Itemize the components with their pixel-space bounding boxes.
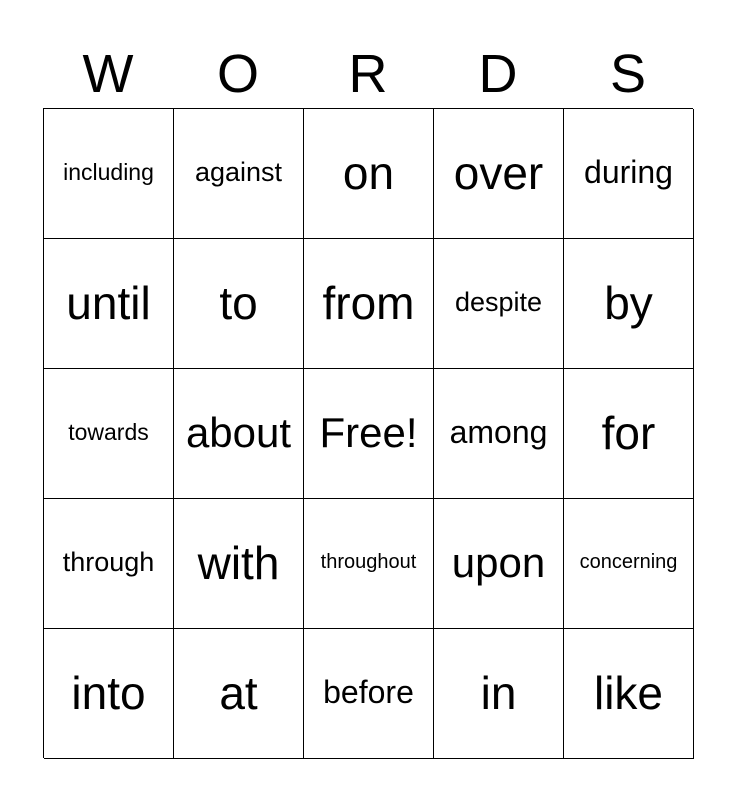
bingo-cell[interactable]: in bbox=[434, 629, 564, 759]
header-letter-w: W bbox=[82, 44, 134, 104]
bingo-cell[interactable]: among bbox=[434, 369, 564, 499]
bingo-cell[interactable]: concerning bbox=[564, 499, 694, 629]
bingo-cell[interactable]: including bbox=[44, 109, 174, 239]
bingo-cell[interactable]: to bbox=[174, 239, 304, 369]
bingo-cell[interactable]: for bbox=[564, 369, 694, 499]
bingo-cell[interactable]: at bbox=[174, 629, 304, 759]
bingo-cell[interactable]: into bbox=[44, 629, 174, 759]
bingo-cell[interactable]: about bbox=[174, 369, 304, 499]
bingo-cell[interactable]: throughout bbox=[304, 499, 434, 629]
bingo-cell[interactable]: from bbox=[304, 239, 434, 369]
bingo-cell[interactable]: with bbox=[174, 499, 304, 629]
bingo-cell[interactable]: over bbox=[434, 109, 564, 239]
bingo-cell[interactable]: towards bbox=[44, 369, 174, 499]
bingo-cell[interactable]: during bbox=[564, 109, 694, 239]
header-letter-d: D bbox=[478, 44, 518, 104]
bingo-header bbox=[43, 40, 693, 108]
bingo-cell[interactable]: through bbox=[44, 499, 174, 629]
bingo-free-space[interactable]: Free! bbox=[304, 369, 434, 499]
header-letter-s: S bbox=[609, 44, 647, 104]
bingo-cell[interactable]: upon bbox=[434, 499, 564, 629]
bingo-cell[interactable]: against bbox=[174, 109, 304, 239]
bingo-cell[interactable]: like bbox=[564, 629, 694, 759]
bingo-cell[interactable]: until bbox=[44, 239, 174, 369]
header-letter-r: R bbox=[348, 44, 388, 104]
bingo-cell[interactable]: despite bbox=[434, 239, 564, 369]
bingo-cell[interactable]: by bbox=[564, 239, 694, 369]
bingo-cell[interactable]: on bbox=[304, 109, 434, 239]
bingo-cell[interactable]: before bbox=[304, 629, 434, 759]
bingo-board bbox=[43, 108, 693, 758]
header-letter-o: O bbox=[216, 44, 259, 104]
